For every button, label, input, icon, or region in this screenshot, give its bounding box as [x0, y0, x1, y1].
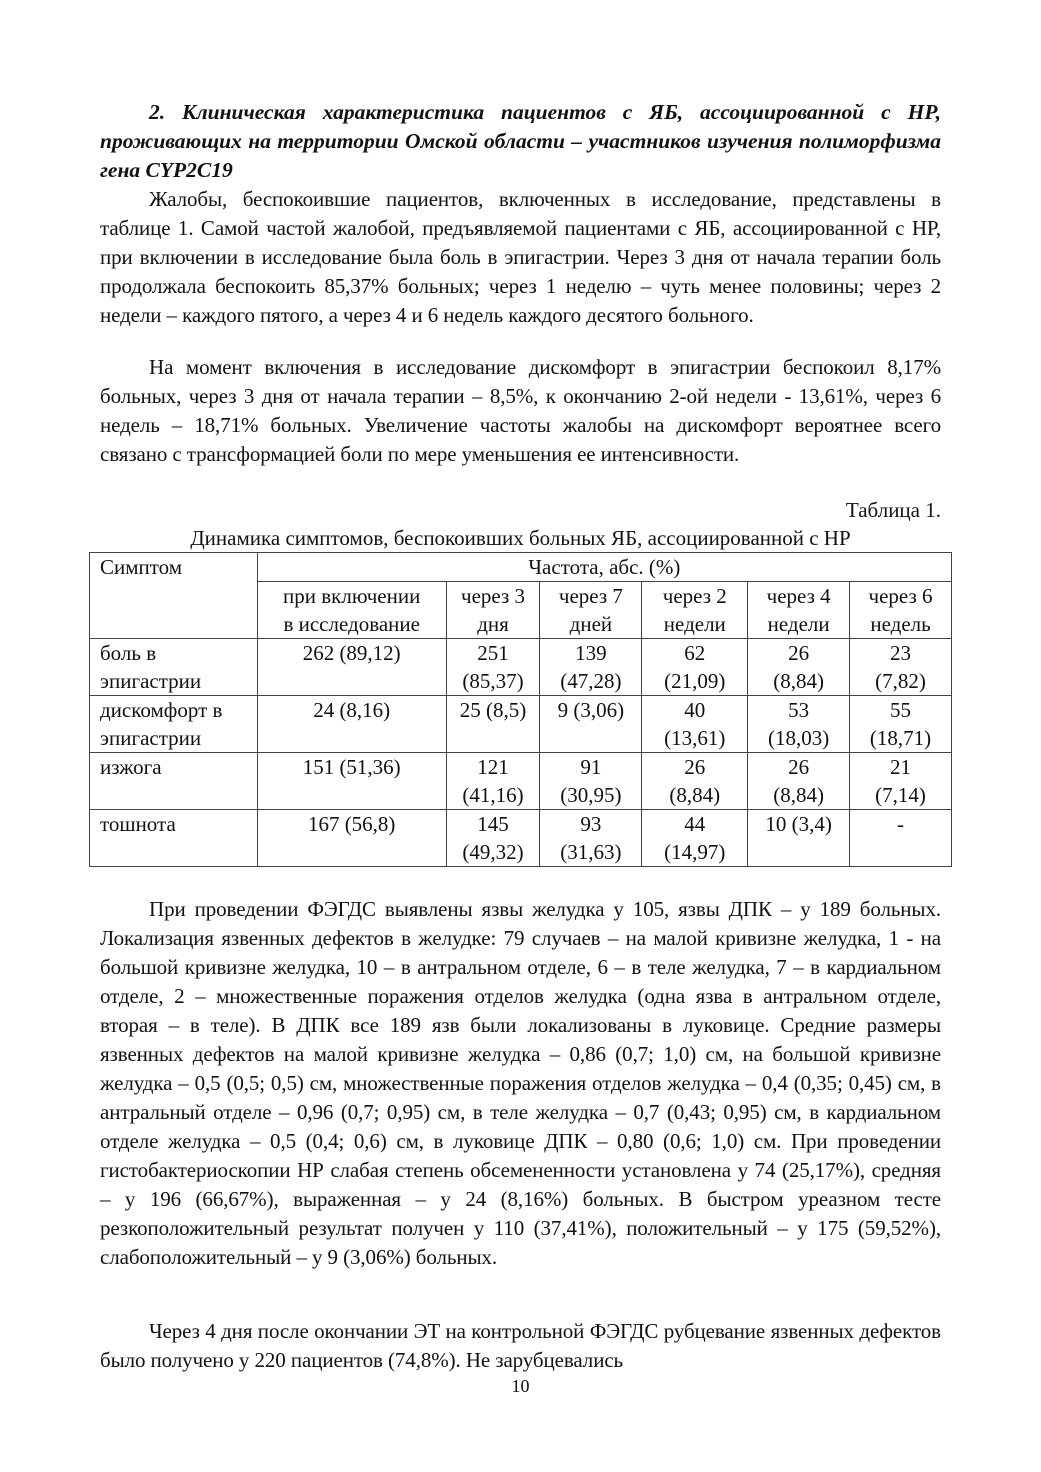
section-heading: 2. Клиническая характеристика пациентов с ЯБ, ассоциированной с НР, проживающих на территории Омской области – участников изучения полиморфизма гена CYP2C19 [100, 100, 941, 182]
table-caption-number: Таблица 1. [845, 498, 941, 522]
paragraph-healing: Через 4 дня после окончании ЭТ на контрольной ФЭГДС рубцевание язвенных дефектов было получено у 220 пациентов (74,8%). Не зарубцевались [100, 1319, 941, 1372]
header-col-line1: при включении [257, 582, 446, 611]
table-row [90, 696, 952, 753]
paragraph-fegds: При проведении ФЭГДС выявлены язвы желудка у 105, язвы ДПК – у 189 больных. Локализация язвенных дефектов в желудке: 79 случаев – на малой кривизне желудка, 1 - на большой кривизне желудка, 10 – в антральном отделе, 6 – в теле желудка, 7 – в кардиальном отделе, 2 – множественные поражения отделов желудка (одна язва в антральном отделе, вторая – в теле). В ДПК все 189 язв были локализованы в луковице. Средние размеры язвенных дефектов на малой кривизне желудка – 0,86 (0,7; 1,0) см, на большой кривизне желудка – 0,5 (0,5; 0,5) см, множественные поражения отделов желудка – 0,4 (0,35; 0,45) см, в антральный отделе – 0,96 (0,7; 0,95) см, в теле желудка – 0,7 (0,43; 0,95) см, в кардиальном отделе желудка – 0,5 (0,4; 0,6) см, в луковице ДПК – 0,80 (0,6; 1,0) см. При проведении гистобактериоскопии НР слабая степень обсемененности установлена у 74 (25,17%), средняя – у 196 (66,67%), выраженная – у 24 (8,16%) больных. В быстром уреазном тесте резкоположительный результат получен у 110 (37,41%), положительный – у 175 (59,52%), слабоположительный – у 9 (3,06%) больных. [100, 897, 941, 1269]
symptom-cell: боль в эпигастрии [90, 639, 258, 696]
value-cell: 55 (18,71) [850, 696, 952, 753]
value-cell: 151 (51,36) [257, 753, 446, 810]
value-cell: 44 (14,97) [642, 810, 748, 867]
value-cell: - [850, 810, 952, 867]
value-cell: 21 (7,14) [850, 753, 952, 810]
value-cell: 10 (3,4) [748, 810, 850, 867]
header-col-line1: через 2 [642, 582, 748, 611]
value-cell: 26 (8,84) [748, 753, 850, 810]
header-col-line1: через 6 [850, 582, 952, 611]
paragraph-complaints: Жалобы, беспокоившие пациентов, включенных в исследование, представлены в таблице 1. Самой частой жалобой, предъявляемой пациентами с ЯБ, ассоциированной с НР, при включении в исследование была боль в эпигастрии. Через 3 дня от начала терапии боль продолжала беспокоить 85,37% больных; через 1 неделю – чуть менее половины; через 2 недели – каждого пятого, а через 4 и 6 недель каждого десятого больного. [100, 187, 941, 327]
value-cell: 145 (49,32) [446, 810, 540, 867]
table-row [90, 639, 952, 696]
header-col-line2: недели [748, 610, 850, 639]
header-col-line1: через 4 [748, 582, 850, 611]
value-cell: 24 (8,16) [257, 696, 446, 753]
header-col-line1: через 7 [540, 582, 642, 611]
table-row [90, 810, 952, 867]
value-cell: 9 (3,06) [540, 696, 642, 753]
value-cell: 25 (8,5) [446, 696, 540, 753]
value-cell: 121 (41,16) [446, 753, 540, 810]
value-cell: 23 (7,82) [850, 639, 952, 696]
value-cell: 53 (18,03) [748, 696, 850, 753]
header-col-line2: недель [850, 610, 952, 639]
header-col-line2: недели [642, 610, 748, 639]
header-col-line1: через 3 [446, 582, 540, 611]
paragraph-discomfort: На момент включения в исследование дискомфорт в эпигастрии беспокоил 8,17% больных, через 3 дня от начала терапии – 8,5%, к окончанию 2-ой недели - 13,61%, через 6 недель – 18,71% больных. Увеличение частоты жалобы на дискомфорт вероятнее всего связано с трансформацией боли по мере уменьшения ее интенсивности. [100, 355, 941, 466]
table-row [90, 753, 952, 810]
value-cell: 40 (13,61) [642, 696, 748, 753]
header-symptom: Симптом [90, 553, 258, 639]
symptom-dynamics-table [89, 552, 952, 867]
value-cell: 26 (8,84) [642, 753, 748, 810]
value-cell: 139 (47,28) [540, 639, 642, 696]
header-frequency: Частота, абс. (%) [257, 553, 951, 582]
value-cell: 93 (31,63) [540, 810, 642, 867]
value-cell: 167 (56,8) [257, 810, 446, 867]
value-cell: 262 (89,12) [257, 639, 446, 696]
value-cell: 91 (30,95) [540, 753, 642, 810]
symptom-cell: изжога [90, 753, 258, 810]
value-cell: 62 (21,09) [642, 639, 748, 696]
header-col-line2: дней [540, 610, 642, 639]
symptom-cell: дискомфорт в эпигастрии [90, 696, 258, 753]
header-col-line2: в исследование [257, 610, 446, 639]
value-cell: 26 (8,84) [748, 639, 850, 696]
table-header-row [90, 553, 952, 582]
table-caption-title: Динамика симптомов, беспокоивших больных ЯБ, ассоциированной с НР [190, 526, 851, 550]
header-col-line2: дня [446, 610, 540, 639]
symptom-cell: тошнота [90, 810, 258, 867]
page-number: 10 [511, 1376, 530, 1396]
value-cell: 251 (85,37) [446, 639, 540, 696]
